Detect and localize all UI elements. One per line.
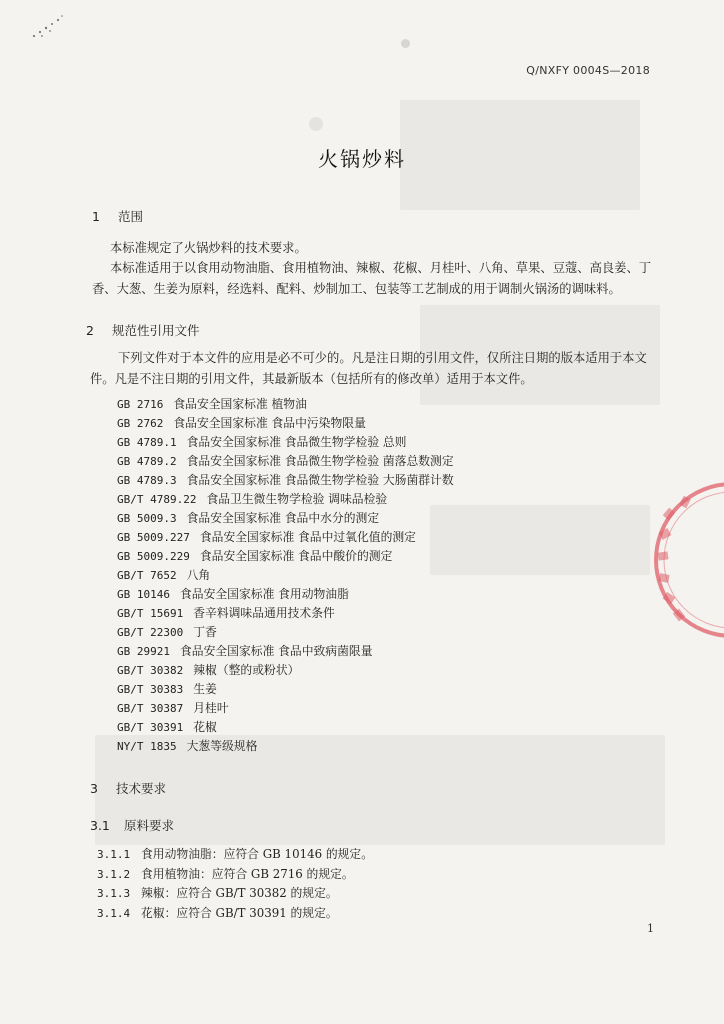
paragraph: 本标准规定了火锅炒料的技术要求。 xyxy=(110,241,307,255)
page-number: 1 xyxy=(647,922,654,935)
requirement-number: 3.1.4 xyxy=(97,906,131,920)
requirement-number: 3.1.2 xyxy=(97,867,131,881)
reference-code: GB 2762 xyxy=(117,417,164,430)
reference-code: GB/T 30382 xyxy=(117,664,184,677)
reference-title: 食品安全国家标准 食品微生物学检验 总则 xyxy=(186,435,407,449)
paragraph: 下列文件对于本文件的应用是必不可少的。凡是注日期的引用文件，仅所注日期的版本适用于本文件。凡是不注日期的引用文件，其最新版本（包括所有的修改单）适用于本文件。 xyxy=(90,351,647,386)
reference-item xyxy=(117,585,349,602)
reference-title: 食品安全国家标准 食品微生物学检验 菌落总数测定 xyxy=(186,454,454,468)
reference-item xyxy=(117,566,210,583)
reference-code: GB/T 30391 xyxy=(117,721,184,734)
reference-code: GB 4789.1 xyxy=(117,436,177,449)
requirement-number: 3.1.3 xyxy=(97,887,131,900)
reference-code: GB 4789.3 xyxy=(117,474,177,487)
reference-title: 食品安全国家标准 植物油 xyxy=(173,397,307,411)
company-seal-stamp xyxy=(650,470,724,650)
reference-title: 生姜 xyxy=(193,682,217,696)
requirement-number: 3.1.1 xyxy=(97,848,131,861)
reference-item xyxy=(117,414,366,431)
paragraph: 本标准适用于以食用动物油脂、食用植物油、辣椒、花椒、月桂叶、八角、草果、豆蔻、高良姜、丁香、大葱、生姜为原料，经选料、配料、炒制加工、包装等工艺制成的用于调制火锅汤的调味料。 xyxy=(92,261,652,296)
reference-item xyxy=(117,490,387,507)
reference-title: 食品安全国家标准 食品中致病菌限量 xyxy=(179,644,373,658)
scan-corner-mark xyxy=(22,6,82,46)
reference-code: GB/T 30387 xyxy=(117,702,184,715)
reference-item xyxy=(117,680,217,697)
requirement-item xyxy=(97,904,338,921)
reference-title: 食品安全国家标准 食品中过氧化值的测定 xyxy=(199,530,416,544)
document-code: Q/NXFY 0004S—2018 xyxy=(526,64,650,77)
scan-speck xyxy=(309,117,323,131)
reference-title: 月桂叶 xyxy=(193,701,229,715)
reference-title: 食品安全国家标准 食品中污染物限量 xyxy=(173,416,366,430)
scan-speck xyxy=(401,39,410,48)
reference-item xyxy=(117,623,217,640)
reference-code: GB/T 30383 xyxy=(117,683,184,696)
section-title: 规范性引用文件 xyxy=(112,323,200,338)
reference-item xyxy=(117,718,217,735)
reference-code: GB 2716 xyxy=(117,398,164,411)
requirement-text: 食用植物油：应符合 GB 2716 的规定。 xyxy=(141,866,354,881)
reference-item xyxy=(117,604,335,621)
subsection-heading-materials xyxy=(90,816,174,834)
reference-item xyxy=(117,528,416,545)
reference-title: 丁香 xyxy=(193,625,217,639)
section-title: 技术要求 xyxy=(116,781,167,796)
reference-code: NY/T 1835 xyxy=(117,740,177,753)
requirement-text: 花椒：应符合 GB/T 30391 的规定。 xyxy=(141,905,338,920)
reference-title: 辣椒（整的或粉状） xyxy=(193,663,300,677)
requirement-item xyxy=(97,884,338,901)
reference-item xyxy=(117,547,392,564)
requirement-item xyxy=(97,865,354,882)
section-title: 范围 xyxy=(118,209,144,224)
reference-item xyxy=(117,699,229,716)
section-number: 3 xyxy=(90,781,98,796)
requirement-item xyxy=(97,845,373,862)
reference-code: GB 29921 xyxy=(117,645,170,658)
requirement-text: 食用动物油脂：应符合 GB 10146 的规定。 xyxy=(141,847,374,861)
reference-item xyxy=(117,661,299,678)
reference-code: GB/T 7652 xyxy=(117,569,177,582)
reference-code: GB 10146 xyxy=(117,588,170,601)
reference-title: 食品安全国家标准 食品中酸价的测定 xyxy=(199,549,393,563)
reference-title: 食品安全国家标准 食品中水分的测定 xyxy=(186,511,380,525)
reference-title: 大葱等级规格 xyxy=(186,739,258,753)
reference-code: GB/T 15691 xyxy=(117,607,184,620)
reference-code: GB 5009.229 xyxy=(117,550,190,563)
reference-item xyxy=(117,737,257,754)
section-number: 2 xyxy=(86,323,94,338)
section-heading-references xyxy=(86,321,200,339)
reference-code: GB 5009.3 xyxy=(117,512,177,525)
reference-code: GB/T 4789.22 xyxy=(117,493,197,506)
section-heading-technical xyxy=(90,779,166,797)
reference-item xyxy=(117,452,454,469)
requirement-text: 辣椒：应符合 GB/T 30382 的规定。 xyxy=(141,886,338,900)
subsection-title: 原料要求 xyxy=(124,818,175,833)
reference-item xyxy=(117,509,379,526)
reference-title: 八角 xyxy=(186,568,211,582)
subsection-number: 3.1 xyxy=(90,818,110,833)
reference-title: 食品安全国家标准 食品微生物学检验 大肠菌群计数 xyxy=(186,473,454,487)
reference-item xyxy=(117,471,454,488)
bleed-through-table xyxy=(430,505,650,575)
reference-code: GB 5009.227 xyxy=(117,531,190,544)
section-number: 1 xyxy=(92,209,100,224)
reference-title: 食品安全国家标准 食用动物油脂 xyxy=(179,587,349,601)
reference-title: 花椒 xyxy=(193,720,217,734)
reference-item xyxy=(117,642,373,659)
reference-item xyxy=(117,433,406,450)
reference-title: 香辛料调味品通用技术条件 xyxy=(193,606,335,620)
reference-code: GB/T 22300 xyxy=(117,626,184,639)
reference-title: 食品卫生微生物学检验 调味品检验 xyxy=(206,492,388,506)
document-title: 火锅炒料 xyxy=(318,147,406,171)
reference-code: GB 4789.2 xyxy=(117,455,177,468)
section-heading-scope xyxy=(92,207,143,225)
reference-item xyxy=(117,395,307,412)
